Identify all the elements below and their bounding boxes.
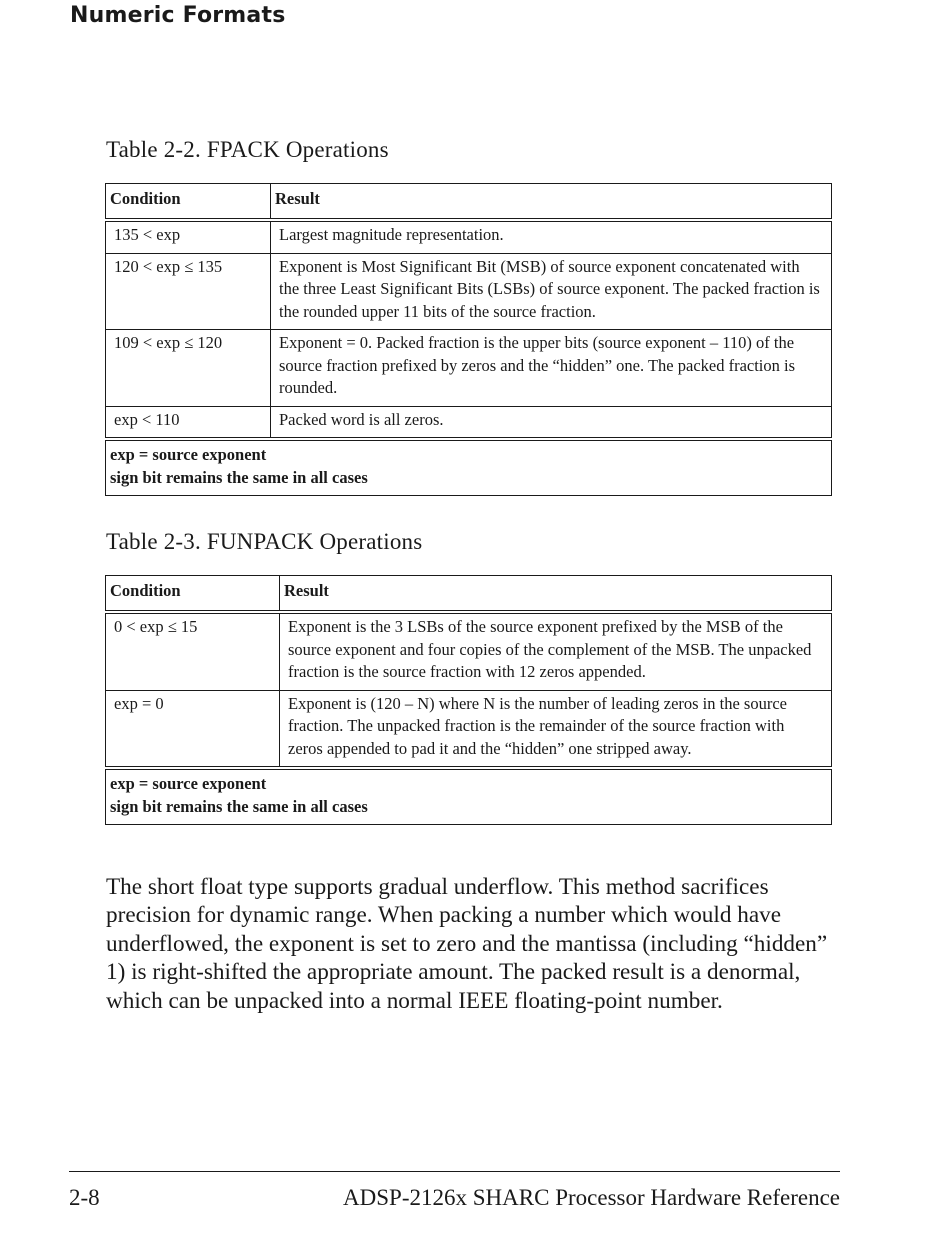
column-header-condition: Condition [106, 184, 271, 221]
table-notes-row [106, 439, 832, 496]
table-row [106, 330, 832, 407]
table-note: sign bit remains the same in all cases [110, 796, 368, 816]
table-row [106, 220, 832, 253]
fpack-table [105, 183, 832, 496]
condition-cell: 109 < exp ≤ 120 [106, 330, 271, 407]
body-paragraph: The short float type supports gradual underflow. This method sacrifices precision for dynamic range. When packing a number which would have underflowed, the exponent is set to zero and the mantissa (including “hidden” 1) is right-shifted the appropriate amount. The packed result is a denormal, which can be unpacked into a normal IEEE floating-point number. [106, 874, 828, 1014]
table-caption-funpack: Table 2-3. FUNPACK Operations [106, 529, 423, 554]
result-cell: Exponent = 0. Packed fraction is the upper bits (source exponent – 110) of the source fraction prefixed by zeros and the “hidden” one. The packed fraction is rounded. [271, 330, 832, 407]
condition-cell: exp = 0 [106, 690, 280, 768]
column-header-result: Result [280, 576, 832, 613]
table-note: exp = source exponent [110, 774, 267, 793]
table-caption-fpack: Table 2-2. FPACK Operations [106, 137, 389, 162]
result-cell: Largest magnitude representation. [271, 220, 832, 253]
table-row [106, 253, 832, 330]
condition-cell: 120 < exp ≤ 135 [106, 253, 271, 330]
result-cell: Packed word is all zeros. [271, 406, 832, 439]
table-row [106, 690, 832, 768]
table-header-row [106, 576, 832, 613]
table-row [106, 406, 832, 439]
column-header-condition: Condition [106, 576, 280, 613]
table-notes [106, 768, 832, 825]
result-cell: Exponent is the 3 LSBs of the source exponent prefixed by the MSB of the source exponent and four copies of the complement of the MSB. The unpacked fraction is the source fraction with 12 zeros appended. [280, 612, 832, 690]
funpack-table [105, 575, 832, 825]
table-row [106, 612, 832, 690]
table-note: sign bit remains the same in all cases [110, 467, 368, 487]
table-notes-row [106, 768, 832, 825]
result-cell: Exponent is Most Significant Bit (MSB) of source exponent concatenated with the three Least Significant Bits (LSBs) of source exponent. The packed fraction is the rounded upper 11 bits of the source fraction. [271, 253, 832, 330]
condition-cell: 0 < exp ≤ 15 [106, 612, 280, 690]
condition-cell: 135 < exp [106, 220, 271, 253]
footer-document-title: ADSP-2126x SHARC Processor Hardware Reference [343, 1185, 840, 1210]
column-header-result: Result [271, 184, 832, 221]
page-header-title: Numeric Formats [70, 3, 286, 28]
result-cell: Exponent is (120 – N) where N is the number of leading zeros in the source fraction. The unpacked fraction is the remainder of the source fraction with zeros appended to pad it and the “hidden” one stripped away. [280, 690, 832, 768]
footer-divider [69, 1171, 840, 1172]
footer-page-number: 2-8 [69, 1185, 100, 1210]
table-header-row [106, 184, 832, 221]
condition-cell: exp < 110 [106, 406, 271, 439]
table-note: exp = source exponent [110, 445, 267, 464]
table-notes [106, 439, 832, 496]
